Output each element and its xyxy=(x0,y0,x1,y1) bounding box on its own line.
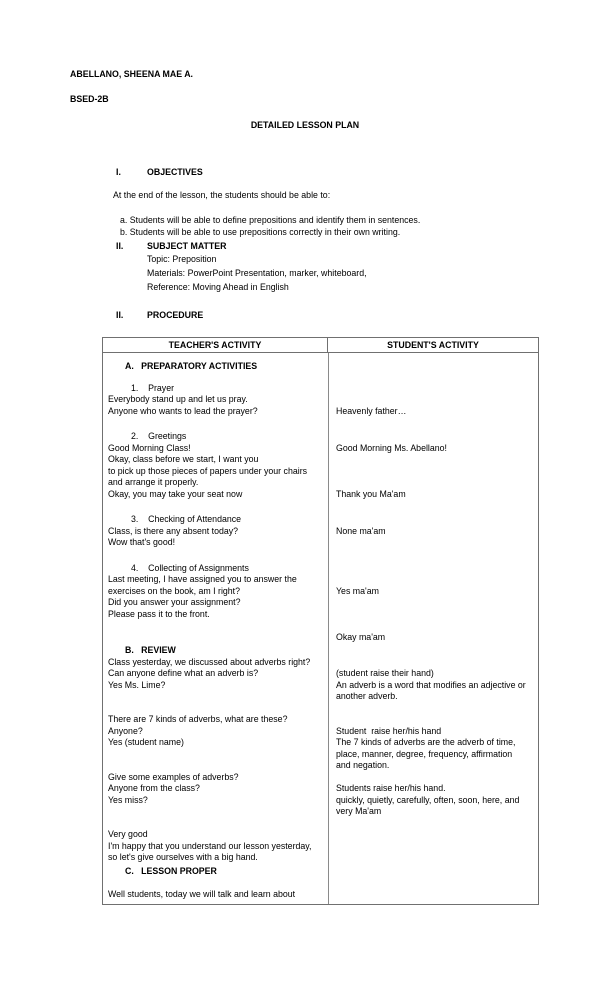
teacher-line: Everybody stand up and let us pray. xyxy=(108,394,248,404)
procedure-table xyxy=(102,337,539,905)
section-heading: A. PREPARATORY ACTIVITIES xyxy=(125,361,258,371)
student-line: (student raise their hand) xyxy=(336,668,434,678)
numbered-step: 4. Collecting of Assignments xyxy=(131,562,249,573)
student-line: and negation. xyxy=(336,760,390,770)
student-line xyxy=(329,852,538,864)
teacher-line: Anyone who wants to lead the prayer? xyxy=(108,405,258,416)
teacher-line xyxy=(103,691,329,703)
teacher-activity-cell xyxy=(103,563,329,644)
teacher-line: Anyone from the class? xyxy=(108,783,200,793)
teacher-activity-cell xyxy=(103,431,329,500)
subject-matter-heading xyxy=(116,240,540,252)
teacher-line xyxy=(103,703,329,715)
teacher-line: so let's give ourselves with a big hand. xyxy=(108,852,258,862)
student-line: another adverb. xyxy=(336,691,398,701)
student-line xyxy=(329,394,538,406)
student-line xyxy=(329,877,538,889)
teacher-activity-cell xyxy=(103,361,329,373)
student-activity-header: STUDENT'S ACTIVITY xyxy=(387,340,479,350)
section-heading: C. LESSON PROPER xyxy=(125,865,217,876)
student-line: place, manner, degree, frequency, affirmation xyxy=(336,748,513,759)
student-line: Students raise her/his hand. xyxy=(336,783,446,793)
student-line xyxy=(329,574,538,586)
numbered-step: 1. Prayer xyxy=(131,382,175,393)
student-line: Good Morning Ms. Abellano! xyxy=(336,442,448,453)
student-line: quickly, quietly, carefully, often, soon, here, and xyxy=(336,794,520,805)
activity-row xyxy=(103,866,538,901)
teacher-line: Please pass it to the front. xyxy=(108,608,210,619)
subject-reference: Reference: Moving Ahead in English xyxy=(147,282,289,292)
section-heading: B. REVIEW xyxy=(125,645,176,655)
teacher-activity-header: TEACHER'S ACTIVITY xyxy=(103,338,328,352)
activity-row xyxy=(103,514,538,549)
teacher-line xyxy=(103,620,329,632)
teacher-line: Can anyone define what an adverb is? xyxy=(108,668,259,678)
activity-row xyxy=(103,361,538,373)
activity-row xyxy=(103,645,538,864)
numbered-step: 2. Greetings xyxy=(131,431,187,441)
teacher-line: I'm happy that you understand our lesson yesterday, xyxy=(108,840,312,851)
teacher-line: Yes miss? xyxy=(108,794,148,805)
student-line: The 7 kinds of adverbs are the adverb of time, xyxy=(336,737,516,747)
subject-topic: Topic: Preposition xyxy=(147,254,217,264)
subject-matter-numeral: II. xyxy=(116,241,124,251)
student-activity-cell xyxy=(329,563,538,644)
student-line xyxy=(329,829,538,841)
student-line xyxy=(329,841,538,853)
student-line: None ma'am xyxy=(336,525,386,536)
teacher-line: Good Morning Class! xyxy=(108,442,191,453)
student-line xyxy=(329,514,538,526)
student-line xyxy=(329,866,538,878)
student-line xyxy=(329,772,538,784)
student-line xyxy=(329,657,538,669)
student-line xyxy=(329,563,538,575)
teacher-line: Wow that's good! xyxy=(108,537,176,547)
student-line xyxy=(329,477,538,489)
student-activity-cell xyxy=(329,514,538,549)
activity-row xyxy=(103,431,538,500)
document-content xyxy=(70,68,540,321)
procedure-table-header xyxy=(103,338,538,353)
student-line xyxy=(329,597,538,609)
student-line: Heavenly father… xyxy=(336,405,407,416)
student-line xyxy=(329,620,538,632)
student-activity-cell xyxy=(329,431,538,500)
student-line xyxy=(329,466,538,478)
teacher-line xyxy=(103,760,329,772)
teacher-line: Class, is there any absent today? xyxy=(108,525,239,536)
objectives-numeral: I. xyxy=(116,167,121,177)
activity-row xyxy=(103,563,538,644)
student-line: Yes ma'am xyxy=(336,585,379,596)
student-line: Student raise her/his hand xyxy=(336,725,442,736)
teacher-line: Anyone? xyxy=(108,725,143,736)
student-activity-cell xyxy=(329,866,538,901)
student-activity-cell xyxy=(329,361,538,373)
student-activity-cell xyxy=(329,383,538,418)
student-activity-cell xyxy=(329,645,538,864)
teacher-line: Well students, today we will talk and learn about xyxy=(108,888,296,899)
teacher-line xyxy=(103,877,329,889)
teacher-line: Very good xyxy=(108,829,148,839)
subject-materials: Materials: PowerPoint Presentation, marker, whiteboard, xyxy=(147,268,367,278)
author-course: BSED-2B xyxy=(70,94,109,104)
teacher-line: Yes (student name) xyxy=(108,737,184,747)
procedure-heading-label: PROCEDURE xyxy=(147,310,204,320)
student-line xyxy=(329,537,538,549)
teacher-line: Okay, class before we start, I want you xyxy=(108,454,259,464)
procedure-numeral: II. xyxy=(116,310,124,320)
teacher-activity-cell xyxy=(103,514,329,549)
objectives-heading xyxy=(116,166,540,178)
teacher-line xyxy=(103,806,329,818)
teacher-line: Class yesterday, we discussed about adverbs right? xyxy=(108,656,311,667)
teacher-line: There are 7 kinds of adverbs, what are these? xyxy=(108,714,288,724)
student-line xyxy=(329,889,538,901)
teacher-line: Yes Ms. Lime? xyxy=(108,679,166,690)
author-name: ABELLANO, SHEENA MAE A. xyxy=(70,69,193,79)
subject-matter-heading-label: SUBJECT MATTER xyxy=(147,241,227,251)
teacher-line: Did you answer your assignment? xyxy=(108,597,241,607)
teacher-line: Give some examples of adverbs? xyxy=(108,771,239,782)
objective-item-a: a. Students will be able to define prepositions and identify them in sentences. xyxy=(120,215,421,225)
document-title: DETAILED LESSON PLAN xyxy=(250,120,360,130)
student-line xyxy=(329,383,538,395)
teacher-line: exercises on the book, am I right? xyxy=(108,585,241,596)
teacher-line: Last meeting, I have assigned you to answer the xyxy=(108,574,297,584)
student-line xyxy=(329,361,538,373)
student-line xyxy=(329,609,538,621)
teacher-line xyxy=(103,632,329,644)
teacher-line xyxy=(103,749,329,761)
objectives-intro: At the end of the lesson, the students should be able to: xyxy=(113,190,331,200)
teacher-activity-cell xyxy=(103,645,329,864)
student-line xyxy=(329,454,538,466)
teacher-activity-cell xyxy=(103,383,329,418)
student-line: Thank you Ma'am xyxy=(336,488,406,499)
teacher-line xyxy=(103,818,329,830)
objective-item-b: b. Students will be able to use prepositions correctly in their own writing. xyxy=(120,227,401,237)
student-line xyxy=(329,431,538,443)
student-line xyxy=(329,645,538,657)
student-line xyxy=(329,703,538,715)
student-line xyxy=(329,714,538,726)
objectives-heading-label: OBJECTIVES xyxy=(147,167,203,177)
student-line: very Ma'am xyxy=(336,806,382,816)
column-divider xyxy=(328,353,329,904)
numbered-step: 3. Checking of Attendance xyxy=(131,514,242,524)
teacher-line: and arrange it properly. xyxy=(108,477,199,487)
student-line: Okay ma'am xyxy=(336,631,386,642)
procedure-heading xyxy=(116,309,540,321)
teacher-activity-cell xyxy=(103,866,329,901)
student-line xyxy=(329,818,538,830)
procedure-table-body xyxy=(103,353,538,904)
teacher-line: Okay, you may take your seat now xyxy=(108,488,243,499)
teacher-line: to pick up those pieces of papers under your chairs xyxy=(108,465,308,476)
student-line: An adverb is a word that modifies an adjective or xyxy=(336,679,526,690)
activity-row xyxy=(103,383,538,418)
